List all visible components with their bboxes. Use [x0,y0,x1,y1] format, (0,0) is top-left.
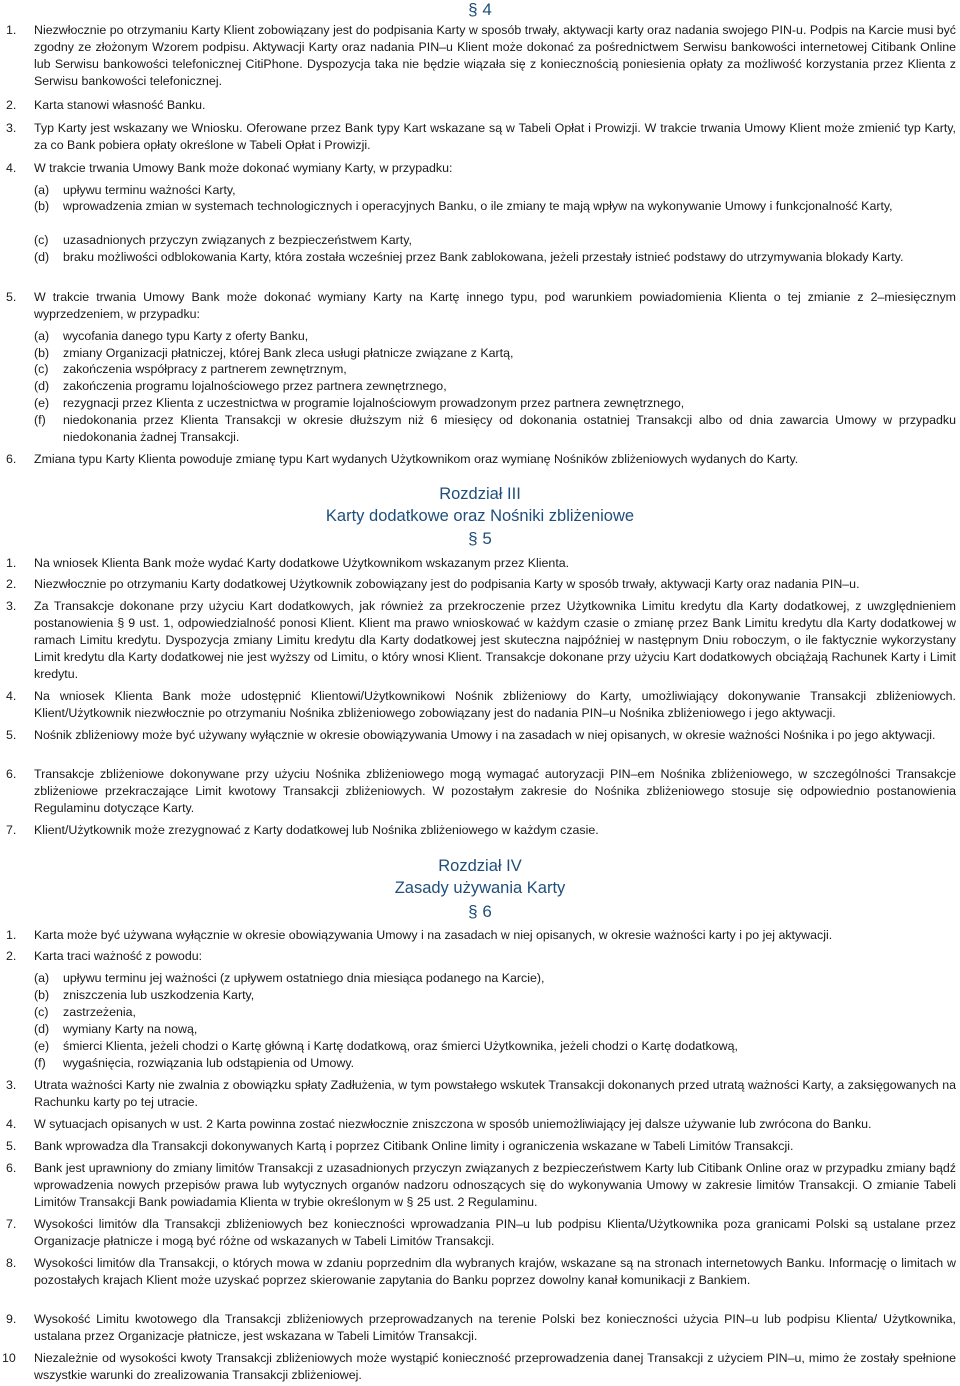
list-letter: (e) [34,1039,50,1053]
s6-paragraph-3: Utrata ważności Karty nie zwalnia z obowiązku spłaty Zadłużenia, w tym powstałego wskutek Transakcji dokonanych przed utratą ważności Karty, a zaksięgowanych na Rachunku karty po tej utracie. [34,1078,956,1109]
s4-paragraph-1: Niezwłocznie po otrzymaniu Karty Klient zobowiązany jest do podpisania Karty w sposób trwały, aktywacji karty oraz nadania swojego PIN-u. Podpis na Karcie musi być zgodny ze złożonym Wzorem podpisu. Aktywacji Karty oraz nadania PIN–u Klient może dokonać za pośrednictwem Serwisu bankowości internetowej Citibank Online lub Serwisu bankowości telefonicznej CitiPhone. Dyspozycja taka nie będzie wiązała się z koniecznością poniesienia opłaty za możliwość korzystania przez Klienta z Serwisu bankowości telefonicznej. [34,23,956,88]
list-letter: (e) [34,396,50,410]
list-letter: (c) [34,362,49,376]
list-letter: (f) [34,413,46,427]
item-number: 2. [6,98,17,112]
list-letter: (b) [34,988,50,1002]
list-letter: (f) [34,1056,46,1070]
item-number: 1. [6,928,17,942]
list-item: uzasadnionych przyczyn związanych z bezpieczeństwem Karty, [63,233,412,247]
list-item: zmiany Organizacji płatniczej, której Bank zleca usługi płatnicze związane z Kartą, [63,346,514,360]
item-number: 6. [6,452,17,466]
chapter-subtitle: Karty dodatkowe oraz Nośniki zbliżeniowe [325,507,635,525]
list-letter: (b) [34,346,50,360]
list-item: upływu terminu ważności Karty, [63,183,236,197]
list-item: zastrzeżenia, [63,1005,137,1019]
list-item: zakończenia programu lojalnościowego przez partnera zewnętrznego, [63,379,447,393]
item-number: 10 [2,1351,16,1365]
s4-paragraph-6: Zmiana typu Karty Klienta powoduje zmianę typu Kart wydanych Użytkownikom oraz wymianę Nośników zbliżeniowych wydanych do Karty. [34,452,799,466]
list-item: upływu terminu jej ważności (z upływem ostatniego dnia miesiąca podanego na Karcie), [63,971,545,985]
chapter-subtitle: Zasady używania Karty [394,879,566,897]
item-number: 4. [6,689,17,703]
item-number: 5. [6,1139,17,1153]
list-item: rezygnacji przez Klienta z uczestnictwa w programie lojalnościowym prowadzonym przez partnera zewnętrznego, [63,396,685,410]
list-item: zakończenia współpracy z partnerem zewnętrznym, [63,362,347,376]
item-number: 7. [6,823,17,837]
list-item: niedokonania przez Klienta Transakcji w okresie dłuższym niż 6 miesięcy od dokonania ostatniej Transakcji albo od dnia zawarcia Umowy w przypadku niedokonania żadnej Transakcji. [63,413,956,444]
list-item: zniszczenia lub uszkodzenia Karty, [63,988,255,1002]
s6-paragraph-7: Wysokości limitów dla Transakcji zbliżeniowych bez konieczności wprowadzania PIN–u lub podpisu Klienta/Użytkownika poza granicami Polski są ustalane przez Organizacje płatnicze i mogą być różne od wskazanych w Tabeli Limitów Transakcji. [34,1217,956,1248]
list-item: braku możliwości odblokowania Karty, która została wcześniej przez Bank zablokowana, jeżeli przestały istnieć podstawy do utrzymywania blokady Karty. [63,250,904,264]
item-number: 7. [6,1217,17,1231]
s4-paragraph-2: Karta stanowi własność Banku. [34,98,206,112]
s4-paragraph-5: W trakcie trwania Umowy Bank może dokonać wymiany Karty na Kartę innego typu, pod warunkiem powiadomienia Klienta o tej zmianie z 2–miesięcznym wyprzedzeniem, w przypadku: [34,290,956,321]
item-number: 2. [6,949,17,963]
item-number: 3. [6,121,17,135]
section-heading-4: § 4 [468,0,492,19]
list-letter: (c) [34,1005,49,1019]
list-letter: (d) [34,250,50,264]
s5-paragraph-5: Nośnik zbliżeniowy może być używany wyłącznie w okresie obowiązywania Umowy i na zasadach w niej opisanych, w okresie ważności Nośnika i po jego aktywacji. [34,728,936,742]
s4-paragraph-4: W trakcie trwania Umowy Bank może dokonać wymiany Karty, w przypadku: [34,161,453,175]
s4-paragraph-3: Typ Karty jest wskazany we Wniosku. Oferowane przez Bank typy Kart wskazane są w Tabeli Opłat i Prowizji. W trakcie trwania Umowy Klient może zmienić typ Karty, za co Bank pobiera opłaty określone w Tabeli Opłat i Prowizji. [34,121,956,152]
section-heading-6: § 6 [468,902,492,921]
list-item: śmierci Klienta, jeżeli chodzi o Kartę główną i Kartę dodatkową, oraz śmierci Użytkownika, jeżeli chodzi o Kartę dodatkową, [63,1039,738,1053]
item-number: 9. [6,1312,17,1326]
item-number: 3. [6,1078,17,1092]
s5-paragraph-7: Klient/Użytkownik może zrezygnować z Karty dodatkowej lub Nośnika zbliżeniowego w każdym czasie. [34,823,599,837]
list-letter: (a) [34,329,50,343]
s5-paragraph-3: Za Transakcje dokonane przy użyciu Kart dodatkowych, jak również za przekroczenie przez Użytkownika Limitu kredytu dla Karty dodatkowej, z uwzględnieniem postanowienia § 9 ust. 1, odpowiedzialność ponosi Klient. Klient ma prawo wnioskować w każdym czasie o zmianę przez Bank Limitu kredytu dla Karty dodatkowej w ramach Limitu kredytu. Dyspozycja zmiany Limitu kredytu dla Karty dodatkowej jest skuteczna najpóźniej w następnym Dniu roboczym, o ile faktycznie wykorzystany Limit kredytu dla Karty dodatkowej nie jest wyższy od Limitu, o który wnosi Klient. Transakcje dokonane przy użyciu Kart dodatkowych obciążają Rachunek Karty i Limit kredytu. [34,599,956,681]
list-item: wycofania danego typu Karty z oferty Banku, [63,329,309,343]
item-number: 1. [6,556,17,570]
s5-paragraph-1: Na wniosek Klienta Bank może wydać Karty dodatkowe Użytkownikom wskazanym przez Klienta. [34,556,570,570]
item-number: 4. [6,1117,17,1131]
s6-paragraph-2: Karta traci ważność z powodu: [34,949,203,963]
list-item: wygaśnięcia, rozwiązania lub odstąpienia od Umowy. [63,1056,355,1070]
list-letter: (d) [34,1022,50,1036]
chapter-title: Rozdział IV [438,857,522,875]
list-letter: (d) [34,379,50,393]
list-item: wymiany Karty na nową, [63,1022,198,1036]
item-number: 4. [6,161,17,175]
item-number: 5. [6,290,17,304]
s6-paragraph-5: Bank wprowadza dla Transakcji dokonywanych Kartą i poprzez Citibank Online limity i ograniczenia wskazane w Tabeli Limitów Transakcji. [34,1139,794,1153]
s6-paragraph-10: Niezależnie od wysokości kwoty Transakcji zbliżeniowych może wystąpić konieczność przeprowadzenia danej Transakcji z użyciem PIN–u, mimo że zostały spełnione wszystkie warunki do zrealizowania Transakcji zbliżeniowej. [34,1351,956,1382]
item-number: 5. [6,728,17,742]
s5-paragraph-2: Niezwłocznie po otrzymaniu Karty dodatkowej Użytkownik zobowiązany jest do podpisania Karty w sposób trwały, aktywacji Karty oraz nadania PIN–u. [34,577,860,591]
s5-paragraph-6: Transakcje zbliżeniowe dokonywane przy użyciu Nośnika zbliżeniowego mogą wymagać autoryzacji PIN–em Nośnika zbliżeniowego, w szczególności Transakcje zbliżeniowe przekraczające Limit kwotowy Transakcji zbliżeniowych. W pozostałym zakresie do Nośnika zbliżeniowego stosuje się odpowiednio postanowienia Regulaminu dotyczące Karty. [34,767,956,815]
list-letter: (c) [34,233,49,247]
item-number: 6. [6,1161,17,1175]
item-number: 3. [6,599,17,613]
s6-paragraph-9: Wysokość Limitu kwotowego dla Transakcji zbliżeniowych przeprowadzanych na terenie Polski bez konieczności użycia PIN–u lub podpisu Klienta/ Użytkownika, ustalana przez Organizacje płatnicze, jest wskazana w Tabeli Limitów Transakcji. [34,1312,956,1343]
chapter-title: Rozdział III [439,485,521,503]
item-number: 2. [6,577,17,591]
s6-paragraph-1: Karta może być używana wyłącznie w okresie obowiązywania Umowy i na zasadach w niej opisanych, w okresie ważności karty i po jej aktywacji. [34,928,833,942]
s6-paragraph-8: Wysokości limitów dla Transakcji, o których mowa w zdaniu poprzednim dla wybranych krajów, wskazane są na stronach internetowych Banku. Informację o limitach w pozostałych krajach Klient może uzyskać poprzez skierowanie zapytania do Banku poprzez dowolny kanał komunikacji z Bankiem. [34,1256,956,1287]
list-letter: (a) [34,971,50,985]
item-number: 6. [6,767,17,781]
s5-paragraph-4: Na wniosek Klienta Bank może udostępnić Klientowi/Użytkownikowi Nośnik zbliżeniowy do Karty, umożliwiający dokonywanie Transakcji zbliżeniowych. Klient/Użytkownik niezwłocznie po otrzymaniu Nośnika zbliżeniowego zobowiązany jest do nadania PIN–u Nośnika zbliżeniowego i jego aktywacji. [34,689,956,720]
section-heading-5: § 5 [468,529,492,548]
list-letter: (b) [34,199,50,213]
item-number: 8. [6,1256,17,1270]
list-letter: (a) [34,183,50,197]
s6-paragraph-6: Bank jest uprawniony do zmiany limitów Transakcji z uzasadnionych przyczyn związanych z bezpieczeństwem Karty lub Citibank Online oraz w przypadku zmiany bądź wprowadzenia nowych przepisów prawa lub wytycznych organów nadzoru odnoszących się do wykonywania Umowy w zakresie limitów Transakcji. O zmianie Tabeli Limitów Transakcji Bank powiadamia Klienta w trybie określonym w § 25 ust. 2 Regulaminu. [34,1161,956,1209]
s6-paragraph-4: W sytuacjach opisanych w ust. 2 Karta powinna zostać niezwłocznie zniszczona w sposób uniemożliwiający jej dalsze używanie lub zwrócona do Banku. [34,1117,872,1131]
list-item: wprowadzenia zmian w systemach technologicznych i operacyjnych Banku, o ile zmiany te mają wpływ na wykonywanie Umowy i funkcjonalność Karty, [63,199,893,213]
item-number: 1. [6,23,17,37]
